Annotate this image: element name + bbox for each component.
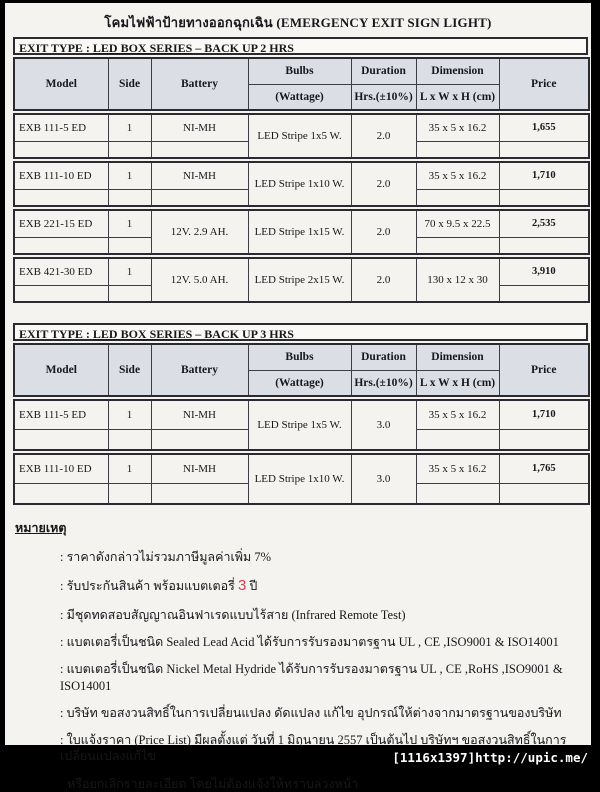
empty-cell: [108, 237, 151, 254]
col-header-lwh: L x W x H (cm): [416, 370, 499, 396]
dimension-cell: 35 x 5 x 16.2: [416, 162, 499, 189]
bulbs-cell: LED Stripe 1x10 W.: [248, 162, 351, 206]
empty-cell: [14, 189, 108, 206]
battery-cell: 12V. 5.0 AH.: [151, 258, 248, 302]
col-header-model: Model: [14, 58, 108, 110]
col-header-side: Side: [108, 344, 151, 396]
empty-cell: [108, 141, 151, 158]
note-price-list-continuation: หรือยกเลิกรายละเอียด โดยไม่ต้องแจ้งให้ทราบล่วงหน้า: [67, 776, 359, 791]
dimension-cell: 130 x 12 x 30: [416, 258, 499, 302]
note-sealed-lead-acid: : แบตเตอรี่เป็นชนิด Sealed Lead Acid ได้รับการรับรองมาตรฐาน UL , CE ,ISO9001 & ISO14001: [60, 635, 559, 649]
bulbs-cell: LED Stripe 1x5 W.: [248, 114, 351, 158]
col-header-dimension: Dimension: [416, 58, 499, 84]
dimension-cell: 35 x 5 x 16.2: [416, 454, 499, 483]
empty-cell: [108, 429, 151, 450]
battery-cell: 12V. 2.9 AH.: [151, 210, 248, 254]
empty-cell: [499, 237, 589, 254]
note-price-list-effective: : ใบแจ้งราคา (Price List) มีผลตั้งแต่ วันที่ 1 มิถุนายน 2557 เป็นต้นไป บริษัทฯ ขอสงวนสิทธิ์ในการเปลี่ยนแปลงแก้ไข: [60, 733, 567, 764]
table1-banner: [13, 37, 588, 55]
model-cell: EXB 221-15 ED: [14, 210, 108, 237]
col-header-model: Model: [14, 344, 108, 396]
table2-header: [13, 343, 590, 397]
duration-cell: 2.0: [351, 210, 416, 254]
price-cell: 1,710: [499, 400, 589, 429]
col-header-battery: Battery: [151, 58, 248, 110]
empty-cell: [151, 429, 248, 450]
col-header-bulbs: Bulbs: [248, 58, 351, 84]
table-row-group: [13, 257, 590, 303]
side-cell: 1: [108, 454, 151, 483]
table-row-group: [13, 453, 590, 505]
bulbs-cell: LED Stripe 1x5 W.: [248, 400, 351, 450]
battery-cell: NI-MH: [151, 454, 248, 483]
banner-prefix: EXIT TYPE :: [19, 41, 93, 55]
col-header-hrs: Hrs.(±10%): [351, 84, 416, 110]
col-header-price: Price: [499, 344, 589, 396]
banner-series: LED BOX SERIES: [92, 41, 193, 55]
col-header-duration: Duration: [351, 344, 416, 370]
side-cell: 1: [108, 162, 151, 189]
empty-cell: [14, 237, 108, 254]
battery-cell: NI-MH: [151, 114, 248, 141]
price-table-backup-3hrs: [13, 323, 588, 505]
price-cell: 1,655: [499, 114, 589, 141]
banner-series: LED BOX SERIES: [92, 327, 193, 341]
col-header-side: Side: [108, 58, 151, 110]
page-title: โคมไฟฟ้าป้ายทางออกฉุกเฉิน (EMERGENCY EXIT SIGN LIGHT): [104, 15, 492, 30]
bulbs-cell: LED Stripe 2x15 W.: [248, 258, 351, 302]
duration-cell: 2.0: [351, 258, 416, 302]
model-cell: EXB 111-5 ED: [14, 114, 108, 141]
note-warranty: [60, 576, 591, 596]
empty-cell: [416, 429, 499, 450]
empty-cell: [14, 483, 108, 504]
banner-suffix: – BACK UP 2 HRS: [192, 41, 294, 55]
col-header-dimension: Dimension: [416, 344, 499, 370]
duration-cell: 2.0: [351, 162, 416, 206]
col-header-wattage: (Wattage): [248, 370, 351, 396]
note-company-rights: : บริษัท ขอสงวนสิทธิ์ในการเปลี่ยนแปลง ดัดแปลง แก้ไข อุปกรณ์ให้ต่างจากมาตรฐานของบริษัท: [60, 705, 562, 720]
col-header-bulbs: Bulbs: [248, 344, 351, 370]
duration-cell: 3.0: [351, 400, 416, 450]
empty-cell: [416, 189, 499, 206]
watermark-text: [1116x1397]http://upic.me/: [392, 750, 588, 765]
empty-cell: [499, 483, 589, 504]
empty-cell: [499, 141, 589, 158]
price-table-backup-2hrs: [13, 37, 588, 303]
model-cell: EXB 421-30 ED: [14, 258, 108, 285]
table-row-group: [13, 209, 590, 255]
empty-cell: [499, 285, 589, 302]
empty-cell: [14, 429, 108, 450]
dimension-cell: 70 x 9.5 x 22.5: [416, 210, 499, 237]
duration-cell: 3.0: [351, 454, 416, 504]
banner-prefix: EXIT TYPE :: [19, 327, 93, 341]
empty-cell: [416, 237, 499, 254]
empty-cell: [108, 285, 151, 302]
col-header-battery: Battery: [151, 344, 248, 396]
battery-cell: NI-MH: [151, 400, 248, 429]
col-header-price: Price: [499, 58, 589, 110]
empty-cell: [151, 189, 248, 206]
empty-cell: [416, 483, 499, 504]
notes-heading: หมายเหตุ: [15, 521, 67, 535]
empty-cell: [151, 483, 248, 504]
table1-header: [13, 57, 590, 111]
model-cell: EXB 111-5 ED: [14, 400, 108, 429]
banner-suffix: – BACK UP 3 HRS: [192, 327, 294, 341]
empty-cell: [108, 189, 151, 206]
warranty-prefix: : รับประกันสินค้า พร้อมแบตเตอรี่: [60, 579, 238, 594]
empty-cell: [14, 285, 108, 302]
price-cell: 2,535: [499, 210, 589, 237]
battery-cell: NI-MH: [151, 162, 248, 189]
table-row-group: [13, 161, 590, 207]
bulbs-cell: LED Stripe 1x10 W.: [248, 454, 351, 504]
table-row-group: [13, 399, 590, 451]
price-cell: 1,765: [499, 454, 589, 483]
dimension-cell: 35 x 5 x 16.2: [416, 400, 499, 429]
empty-cell: [499, 189, 589, 206]
empty-cell: [108, 483, 151, 504]
side-cell: 1: [108, 258, 151, 285]
note-vat: : ราคาดังกล่าวไม่รวมภาษีมูลค่าเพิ่ม 7%: [60, 550, 272, 564]
col-header-lwh: L x W x H (cm): [416, 84, 499, 110]
side-cell: 1: [108, 114, 151, 141]
col-header-wattage: (Wattage): [248, 84, 351, 110]
table-row-group: [13, 113, 590, 159]
side-cell: 1: [108, 210, 151, 237]
warranty-years-highlight: 3: [237, 577, 247, 595]
col-header-duration: Duration: [351, 58, 416, 84]
price-cell: 3,910: [499, 258, 589, 285]
dimension-cell: 35 x 5 x 16.2: [416, 114, 499, 141]
model-cell: EXB 111-10 ED: [14, 162, 108, 189]
duration-cell: 2.0: [351, 114, 416, 158]
col-header-hrs: Hrs.(±10%): [351, 370, 416, 396]
empty-cell: [416, 141, 499, 158]
empty-cell: [499, 429, 589, 450]
price-cell: 1,710: [499, 162, 589, 189]
model-cell: EXB 111-10 ED: [14, 454, 108, 483]
side-cell: 1: [108, 400, 151, 429]
empty-cell: [14, 141, 108, 158]
empty-cell: [151, 141, 248, 158]
warranty-suffix: ปี: [246, 579, 258, 594]
note-nickel-metal-hydride: : แบตเตอรี่เป็นชนิด Nickel Metal Hydride ได้รับการรับรองมาตรฐาน UL , CE ,RoHS ,ISO9001 & ISO14001: [60, 662, 563, 693]
table2-banner: [13, 323, 588, 341]
bulbs-cell: LED Stripe 1x15 W.: [248, 210, 351, 254]
note-infrared: : มีชุดทดสอบสัญญาณอินฟาเรดแบบไร้สาย (Infrared Remote Test): [60, 607, 406, 622]
